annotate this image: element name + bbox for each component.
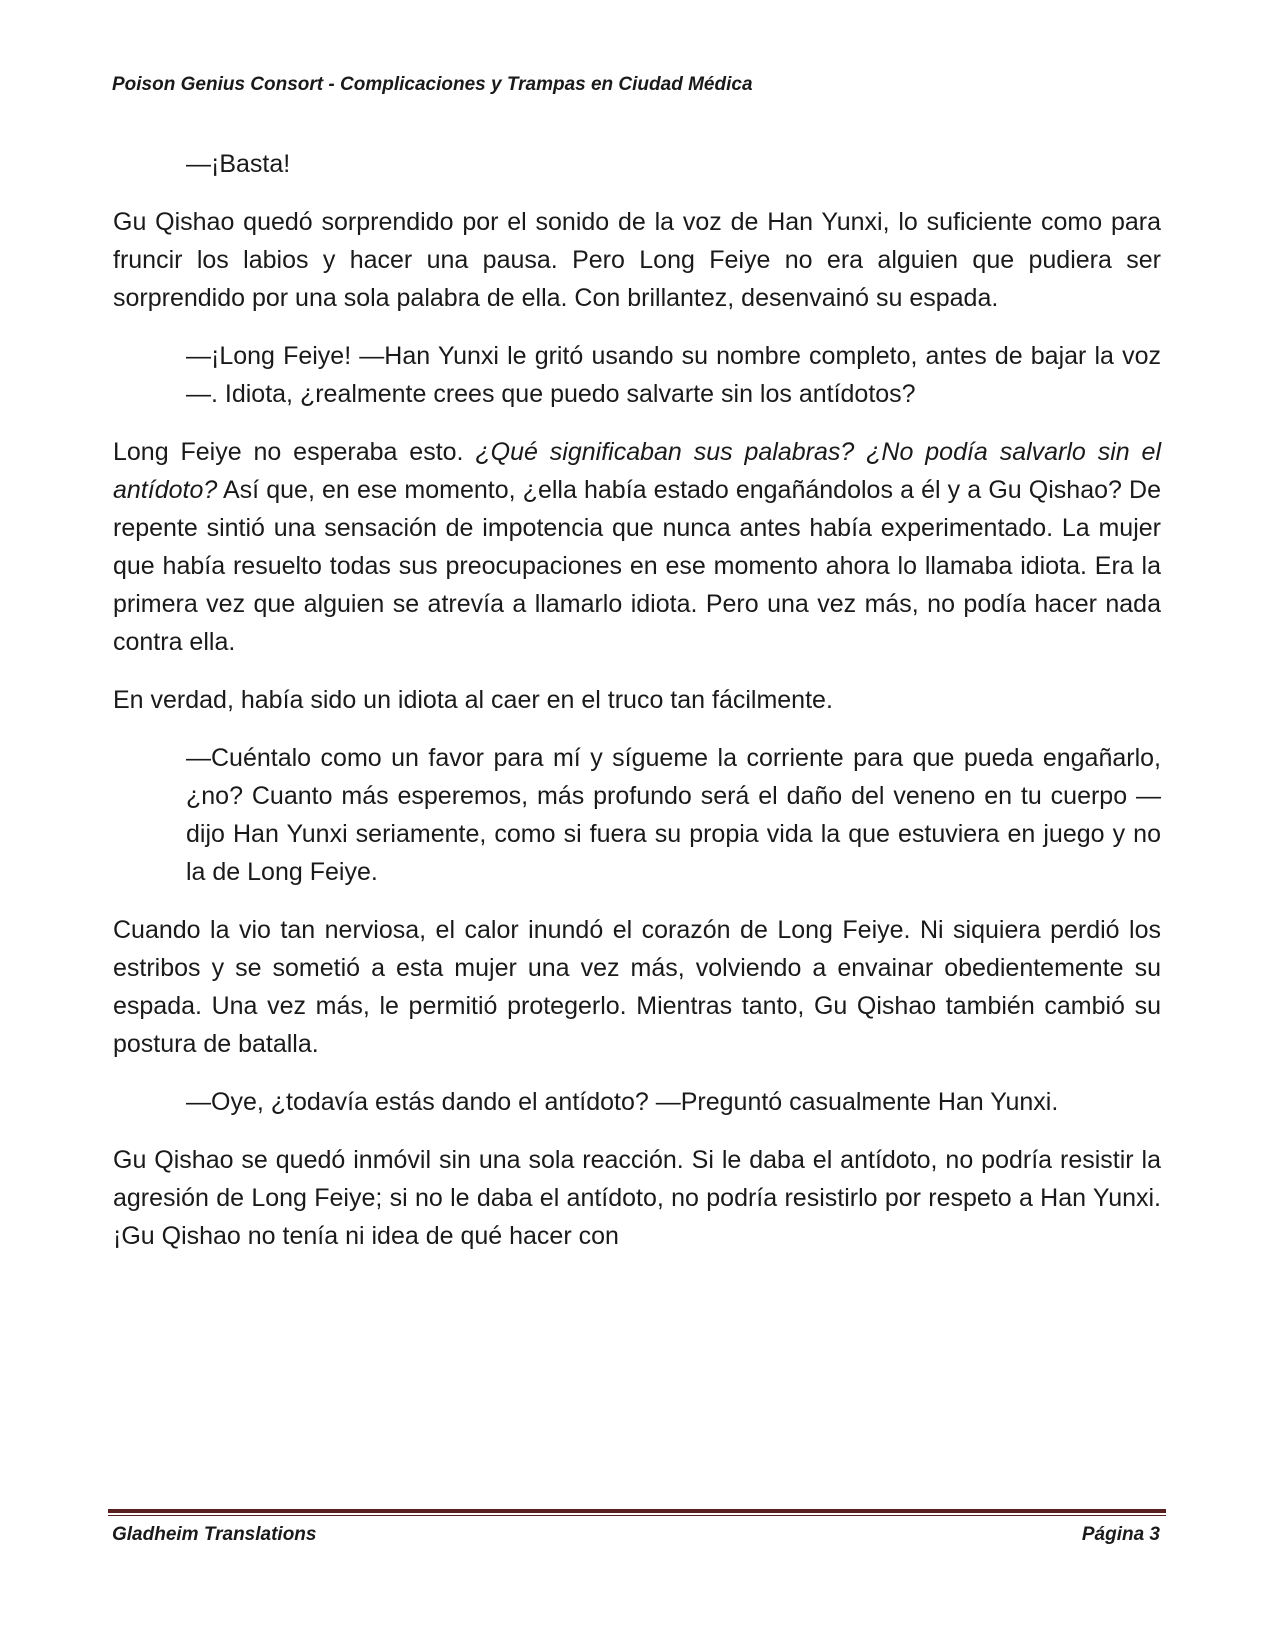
paragraph-dialogue-long-feiye: —¡Long Feiye! —Han Yunxi le gritó usando su nombre completo, antes de bajar la voz—. Idiota, ¿realmente crees que puedo salvarte sin los antídotos?	[186, 342, 1161, 408]
paragraph-dialogue-basta: —¡Basta!	[186, 150, 291, 178]
footer-divider-thin	[108, 1515, 1166, 1516]
paragraph-dialogue-favor: —Cuéntalo como un favor para mí y sígueme la corriente para que pueda engañarlo, ¿no? Cuanto más esperemos, más profundo será el daño del veneno en tu cuerpo —dijo Han Yunxi seriamente, como si fuera su propia vida la que estuviera en juego y no la de Long Feiye.	[186, 744, 1161, 886]
narration-2-text-before: Long Feiye no esperaba esto.	[113, 438, 476, 466]
page-body	[113, 145, 1161, 1275]
footer-page-number: Página 3	[1081, 1524, 1160, 1545]
narration-2-italic-thought: ¿Qué significaban sus palabras? ¿No podía salvarlo sin el antídoto?	[113, 438, 1162, 504]
paragraph-narration-4: Cuando la vio tan nerviosa, el calor inundó el corazón de Long Feiye. Ni siquiera perdió los estribos y se sometió a esta mujer una vez más, volviendo a envainar obedientemente su espada. Una vez más, le permitió protegerlo. Mientras tanto, Gu Qishao también cambió su postura de batalla.	[113, 916, 1161, 1058]
paragraph-narration-5: Gu Qishao se quedó inmóvil sin una sola reacción. Si le daba el antídoto, no podría resistir la agresión de Long Feiye; si no le daba el antídoto, no podría resistirlo por respeto a Han Yunxi. ¡Gu Qishao no tenía ni idea de qué hacer con	[113, 1146, 1161, 1250]
paragraph-narration-3: En verdad, había sido un idiota al caer en el truco tan fácilmente.	[113, 686, 833, 714]
footer-translator: Gladheim Translations	[112, 1524, 317, 1545]
footer-divider	[108, 1509, 1166, 1517]
paragraph-narration-2	[113, 433, 1161, 661]
paragraph-narration-1: Gu Qishao quedó sorprendido por el sonido de la voz de Han Yunxi, lo suficiente como para fruncir los labios y hacer una pausa. Pero Long Feiye no era alguien que pudiera ser sorprendido por una sola palabra de ella. Con brillantez, desenvainó su espada.	[113, 208, 1161, 312]
paragraph-dialogue-oye: —Oye, ¿todavía estás dando el antídoto? —Preguntó casualmente Han Yunxi.	[186, 1088, 1059, 1116]
footer-divider-thick	[108, 1509, 1166, 1513]
narration-2-text-after: Así que, en ese momento, ¿ella había estado engañándolos a él y a Gu Qishao? De repente sintió una sensación de impotencia que nunca antes había experimentado. La mujer que había resuelto todas sus preocupaciones en ese momento ahora lo llamaba idiota. Era la primera vez que alguien se atrevía a llamarlo idiota. Pero una vez más, no podía hacer nada contra ella.	[113, 476, 1161, 656]
running-header: Poison Genius Consort - Complicaciones y Trampas en Ciudad Médica	[112, 74, 753, 95]
